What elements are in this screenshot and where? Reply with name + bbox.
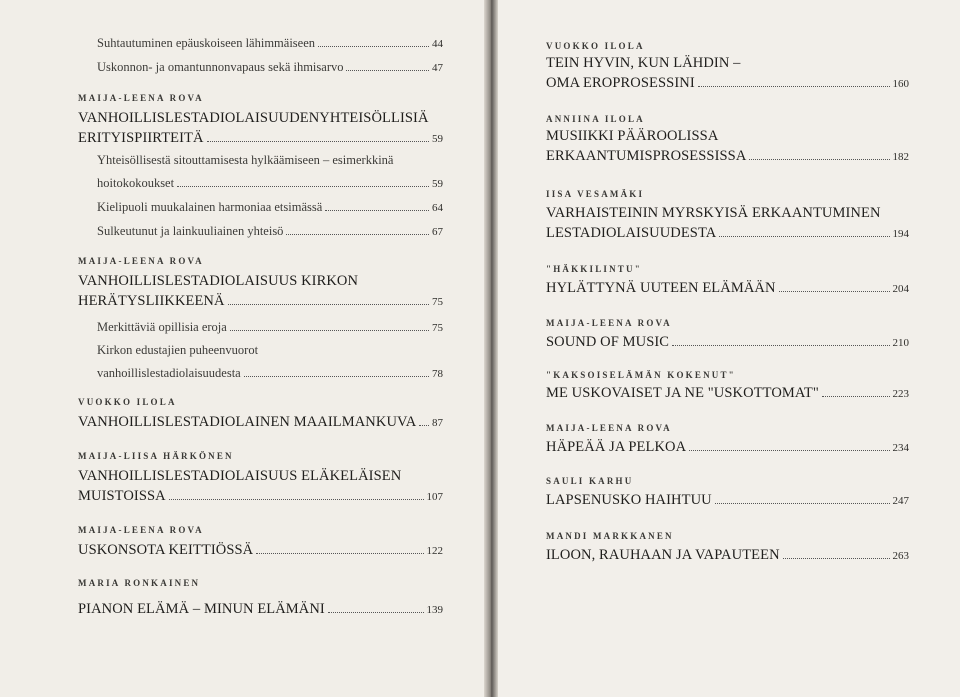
leader-dots xyxy=(286,233,429,235)
chapter-title-line: ERKAANTUMISPROSESSISSA xyxy=(546,148,747,164)
subentry-text: Uskonnon- ja omantunnonvapaus sekä ihmisarvo xyxy=(97,60,344,74)
chapter-title-line: ME USKOVAISET JA NE "USKOTTOMAT" xyxy=(546,385,819,401)
chapter-author: VUOKKO ILOLA xyxy=(78,397,177,407)
toc-subentry xyxy=(97,60,443,75)
toc-section xyxy=(546,41,909,92)
page-number: 47 xyxy=(432,62,443,74)
toc-section xyxy=(546,370,909,402)
chapter-author: VUOKKO ILOLA xyxy=(546,41,645,51)
toc-section xyxy=(546,264,909,297)
toc-subentry xyxy=(97,200,443,215)
chapter-title-line: MUISTOISSA xyxy=(78,488,166,504)
leader-dots xyxy=(822,395,890,397)
leader-dots xyxy=(672,344,889,346)
book-gutter xyxy=(484,0,498,697)
chapter-title-line: ERITYISPIIRTEITÄ xyxy=(78,130,204,146)
page-number: 204 xyxy=(892,283,909,295)
leader-dots xyxy=(689,449,889,451)
page-number: 75 xyxy=(432,322,443,334)
page-number: 160 xyxy=(892,78,909,90)
leader-dots xyxy=(783,557,890,559)
chapter-author: MAIJA-LEENA ROVA xyxy=(78,525,204,535)
leader-dots xyxy=(698,85,890,87)
leader-dots xyxy=(230,329,429,331)
leader-dots xyxy=(346,69,429,71)
subentry-text: Yhteisöllisestä sitouttamisesta hylkäämiseen – esimerkkinä xyxy=(97,153,394,167)
subentry-text: hoitokokoukset xyxy=(97,176,175,190)
page-number: 234 xyxy=(892,442,909,454)
toc-section xyxy=(78,256,443,310)
page-number: 122 xyxy=(426,545,443,557)
page-number: 210 xyxy=(892,337,909,349)
chapter-author: "HÄKKILINTU" xyxy=(546,264,642,274)
leader-dots xyxy=(328,611,424,613)
leader-dots xyxy=(779,290,890,292)
chapter-title-line: VANHOILLISLESTADIOLAISUUS ELÄKELÄISEN xyxy=(78,468,402,484)
chapter-author: SAULI KARHU xyxy=(546,476,634,486)
toc-subentry xyxy=(97,36,443,51)
chapter-title-line: ILOON, RAUHAAN JA VAPAUTEEN xyxy=(546,547,780,563)
leader-dots xyxy=(177,185,429,187)
chapter-author: MAIJA-LEENA ROVA xyxy=(546,318,672,328)
toc-subentry xyxy=(97,153,443,191)
page-number: 59 xyxy=(432,178,443,190)
chapter-author: IISA VESAMÄKI xyxy=(546,189,645,199)
toc-section xyxy=(78,525,443,559)
page-number: 107 xyxy=(426,491,443,503)
chapter-title-line: HÄPEÄÄ JA PELKOA xyxy=(546,439,687,455)
page-number: 59 xyxy=(432,133,443,145)
toc-section xyxy=(78,451,443,505)
page-number: 87 xyxy=(432,417,443,429)
page-number: 223 xyxy=(892,388,909,400)
chapter-title-line: LESTADIOLAISUUDESTA xyxy=(546,225,717,241)
chapter-author: "KAKSOISELÄMÄN KOKENUT" xyxy=(546,370,736,380)
chapter-title-line: VANHOILLISLESTADIOLAINEN MAAILMANKUVA xyxy=(78,414,417,430)
chapter-title-line: VANHOILLISLESTADIOLAISUUDENYHTEISÖLLISIÄ xyxy=(78,110,429,126)
leader-dots xyxy=(169,498,424,500)
page-number: 263 xyxy=(892,550,909,562)
page-number: 182 xyxy=(892,151,909,163)
toc-section xyxy=(546,423,909,456)
toc-section xyxy=(78,397,443,431)
chapter-author: MARIA RONKAINEN xyxy=(78,578,201,588)
leader-dots xyxy=(244,375,429,377)
chapter-title-line: HERÄTYSLIIKKEENÄ xyxy=(78,293,225,309)
toc-section xyxy=(546,189,909,242)
chapter-title-line: VANHOILLISLESTADIOLAISUUS KIRKON xyxy=(78,273,359,289)
chapter-title-line: LAPSENUSKO HAIHTUU xyxy=(546,492,712,508)
page-number: 67 xyxy=(432,226,443,238)
leader-dots xyxy=(325,209,429,211)
leader-dots xyxy=(419,424,429,426)
toc-section xyxy=(546,318,909,351)
page-number: 64 xyxy=(432,202,443,214)
chapter-author: ANNIINA ILOLA xyxy=(546,114,645,124)
toc-subentry xyxy=(97,320,443,335)
chapter-author: MAIJA-LEENA ROVA xyxy=(78,93,204,103)
page-number: 44 xyxy=(432,38,443,50)
toc-section xyxy=(78,93,443,147)
chapter-author: MANDI MARKKANEN xyxy=(546,531,674,541)
chapter-title-line: HYLÄTTYNÄ UUTEEN ELÄMÄÄN xyxy=(546,280,776,296)
leader-dots xyxy=(228,303,429,305)
subentry-text: Kirkon edustajien puheenvuorot xyxy=(97,343,259,357)
page-number: 247 xyxy=(892,495,909,507)
leader-dots xyxy=(715,502,890,504)
chapter-author: MAIJA-LEENA ROVA xyxy=(546,423,672,433)
chapter-title-line: OMA EROPROSESSINI xyxy=(546,75,695,91)
subentry-text: vanhoillislestadiolaisuudesta xyxy=(97,366,241,380)
page-number: 78 xyxy=(432,368,443,380)
chapter-title-line: USKONSOTA KEITTIÖSSÄ xyxy=(78,542,254,558)
toc-section xyxy=(546,114,909,165)
chapter-title-line: SOUND OF MUSIC xyxy=(546,334,670,350)
chapter-title-line: VARHAISTEININ MYRSKYISÄ ERKAANTUMINEN xyxy=(546,205,881,221)
chapter-title-line: TEIN HYVIN, KUN LÄHDIN – xyxy=(546,55,741,71)
leader-dots xyxy=(256,552,423,554)
chapter-title-line: MUSIIKKI PÄÄROOLISSA xyxy=(546,128,719,144)
page-number: 139 xyxy=(426,604,443,616)
leader-dots xyxy=(719,235,889,237)
chapter-author: MAIJA-LEENA ROVA xyxy=(78,256,204,266)
subentry-text: Suhtautuminen epäuskoiseen lähimmäiseen xyxy=(97,36,316,50)
chapter-title-line: PIANON ELÄMÄ – MINUN ELÄMÄNI xyxy=(78,601,325,617)
page-number: 194 xyxy=(892,228,909,240)
leader-dots xyxy=(749,158,889,160)
toc-section xyxy=(546,476,909,509)
toc-section xyxy=(78,578,443,618)
toc-section xyxy=(546,531,909,564)
page-number: 75 xyxy=(432,296,443,308)
chapter-author: MAIJA-LIISA HÄRKÖNEN xyxy=(78,451,234,461)
subentry-text: Kielipuoli muukalainen harmoniaa etsimässä xyxy=(97,200,323,214)
subentry-text: Merkittäviä opillisia eroja xyxy=(97,320,227,334)
right-page xyxy=(490,0,960,697)
leader-dots xyxy=(207,140,429,142)
toc-subentry xyxy=(97,224,443,239)
toc-subentry xyxy=(97,343,443,381)
leader-dots xyxy=(318,45,429,47)
subentry-text: Sulkeutunut ja lainkuuliainen yhteisö xyxy=(97,224,284,238)
